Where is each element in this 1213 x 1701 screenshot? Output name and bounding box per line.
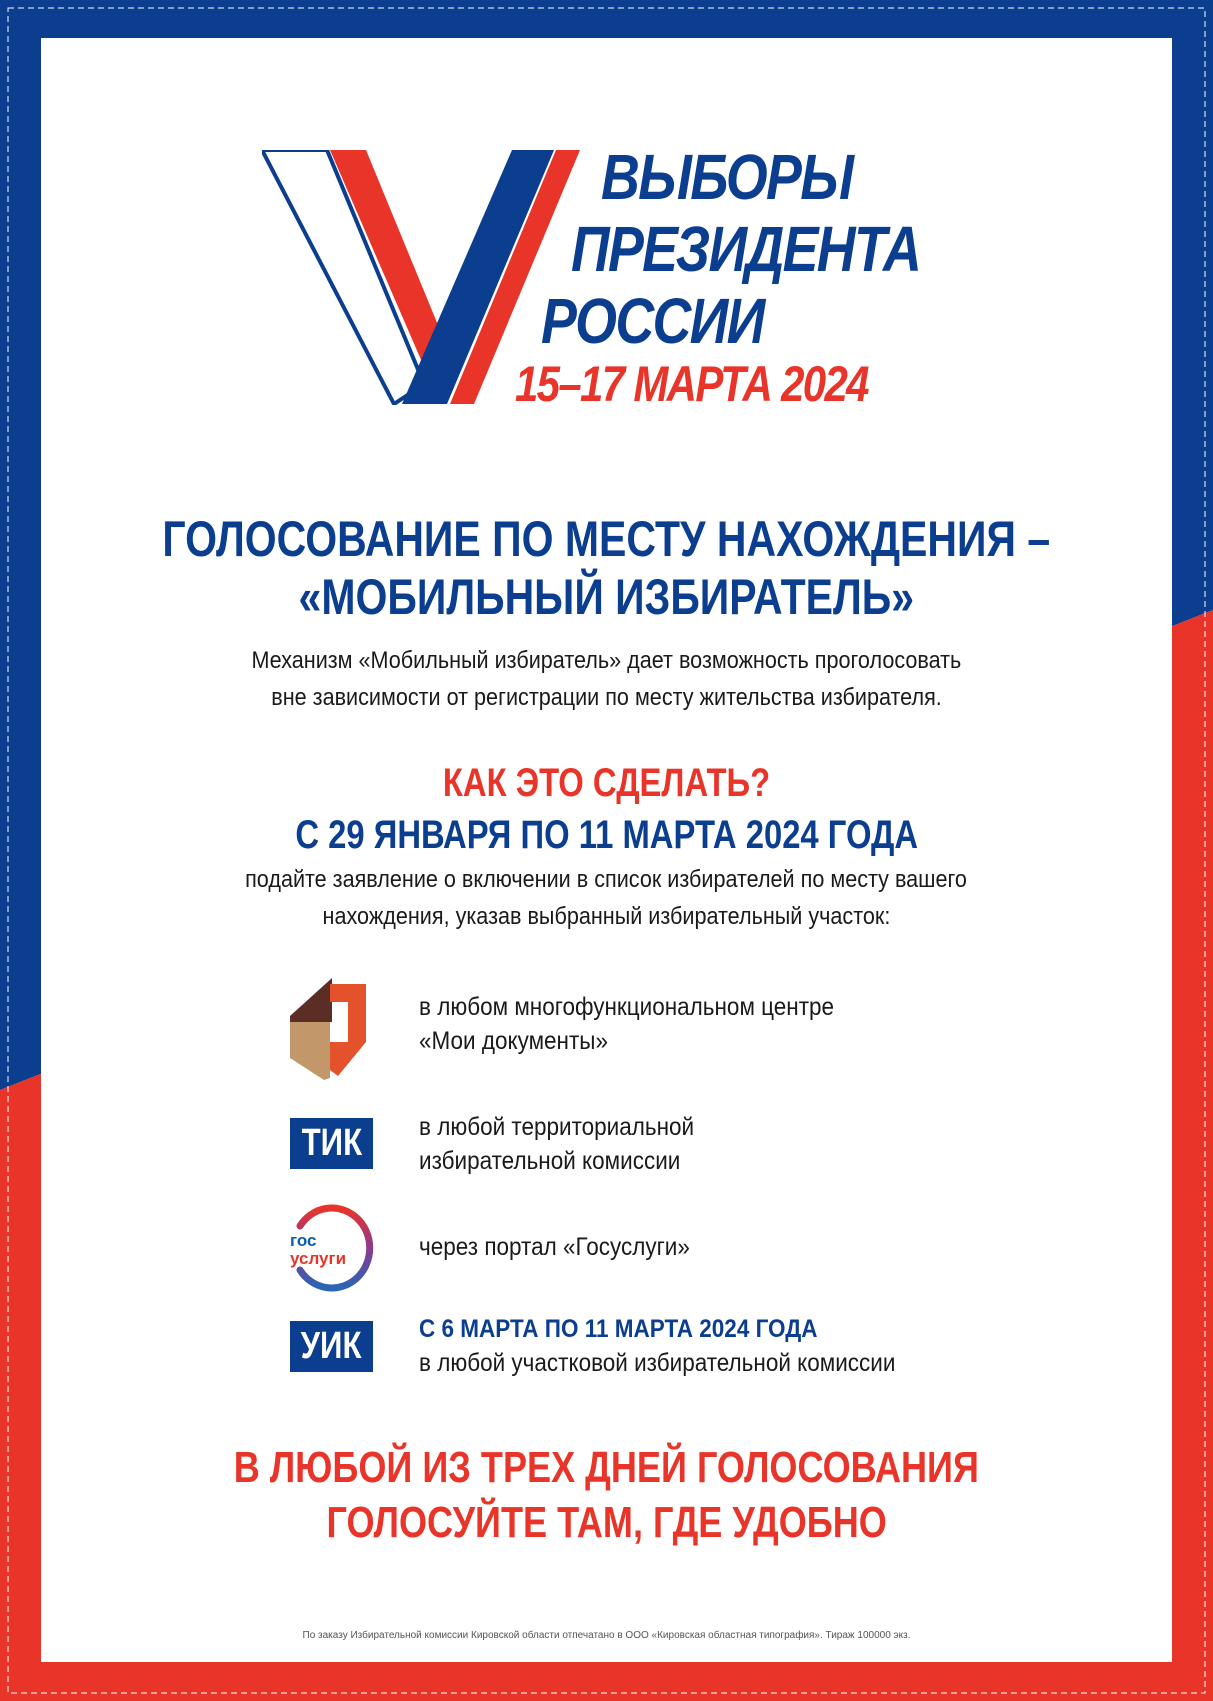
method-gosuslugi — [290, 1200, 1050, 1295]
headline — [41, 510, 1172, 626]
gosuslugi-line-1: через портал «Госуслуги» — [419, 1233, 690, 1261]
how-line-1: подайте заявление о включении в список избирателей по месту вашего — [245, 866, 968, 893]
headline-line-2: «МОБИЛЬНЫЙ ИЗБИРАТЕЛЬ» — [298, 569, 915, 625]
mfc-line-2: «Мои документы» — [419, 1027, 608, 1055]
intro-paragraph — [41, 642, 1172, 716]
method-mfc — [290, 978, 1050, 1082]
tik-badge-label: ТИК — [301, 1122, 362, 1164]
how-question: КАК ЭТО СДЕЛАТЬ? — [442, 761, 771, 805]
uik-highlight: С 6 МАРТА ПО 11 МАРТА 2024 ГОДА — [419, 1315, 818, 1343]
tik-line-2: избирательной комиссии — [419, 1147, 681, 1175]
uik-badge-label: УИК — [301, 1325, 362, 1367]
uik-badge — [290, 1321, 373, 1372]
tik-line-1: в любой территориальной — [419, 1113, 695, 1141]
closing-line-2: ГОЛОСУЙТЕ ТАМ, ГДЕ УДОБНО — [326, 1498, 887, 1547]
gosuslugi-logo-icon — [290, 1200, 374, 1295]
mfc-line-1: в любом многофункциональном центре — [419, 993, 835, 1021]
how-line-2: нахождения, указав выбранный избирательный участок: — [322, 903, 891, 930]
intro-line-2: вне зависимости от регистрации по месту жительства избирателя. — [271, 684, 942, 711]
logo-dates: 15–17 МАРТА 2024 — [515, 356, 868, 412]
gosuslugi-logo-text-2: услуги — [290, 1249, 347, 1268]
print-imprint: По заказу Избирательной комиссии Кировской области отпечатано в ООО «Кировская областная типография». Тираж 100000 экз. — [302, 1630, 911, 1641]
how-period: С 29 ЯНВАРЯ ПО 11 МАРТА 2024 ГОДА — [295, 813, 918, 857]
intro-line-1: Механизм «Мобильный избиратель» дает возможность проголосовать — [251, 647, 962, 674]
logo-line-1: ВЫБОРЫ — [601, 141, 853, 213]
method-uik — [290, 1312, 1050, 1384]
tik-badge — [290, 1118, 373, 1169]
method-tik — [290, 1110, 1050, 1182]
mfc-logo-icon — [290, 978, 370, 1080]
logo-line-3: РОССИИ — [541, 285, 764, 357]
gosuslugi-logo-text-1: гос — [290, 1231, 317, 1250]
headline-line-1: ГОЛОСОВАНИЕ ПО МЕСТУ НАХОЖДЕНИЯ – — [162, 511, 1051, 567]
closing-line-1: В ЛЮБОЙ ИЗ ТРЕХ ДНЕЙ ГОЛОСОВАНИЯ — [233, 1443, 980, 1492]
logo-line-2: ПРЕЗИДЕНТА — [571, 213, 921, 285]
how-section — [41, 757, 1172, 935]
uik-line-1: в любой участковой избирательной комиссии — [419, 1349, 896, 1377]
logo-wordmark — [0, 0, 1213, 420]
closing-slogan — [41, 1440, 1172, 1550]
